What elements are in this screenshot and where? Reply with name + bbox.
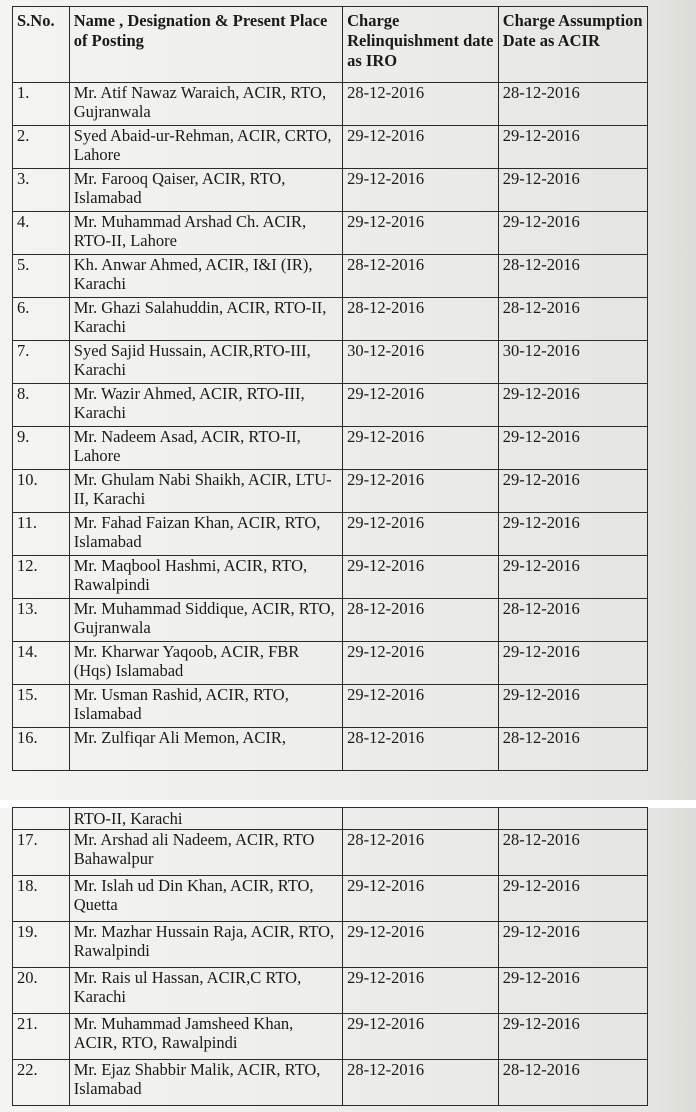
table-row (13, 513, 648, 556)
cell-assumption-date: 28-12-2016 (498, 255, 647, 298)
cell-assumption-date: 29-12-2016 (498, 470, 647, 513)
cell-relinquishment-date: 29-12-2016 (343, 169, 499, 212)
cell-name: Kh. Anwar Ahmed, ACIR, I&I (IR), Karachi (69, 255, 342, 298)
cell-sno (13, 808, 70, 830)
cell-sno: 19. (13, 922, 70, 968)
table-header-row (13, 7, 648, 83)
cell-sno: 6. (13, 298, 70, 341)
cell-sno: 18. (13, 876, 70, 922)
cell-assumption-date: 29-12-2016 (498, 384, 647, 427)
table-row (13, 384, 648, 427)
cell-relinquishment-date (343, 808, 499, 830)
cell-relinquishment-date: 29-12-2016 (343, 384, 499, 427)
cell-assumption-date: 29-12-2016 (498, 169, 647, 212)
cell-sno: 22. (13, 1060, 70, 1106)
cell-assumption-date: 29-12-2016 (498, 556, 647, 599)
cell-name: Mr. Ghulam Nabi Shaikh, ACIR, LTU-II, Karachi (69, 470, 342, 513)
cell-relinquishment-date: 28-12-2016 (343, 298, 499, 341)
header-name: Name , Designation & Present Place of Posting (69, 7, 342, 83)
cell-sno: 13. (13, 599, 70, 642)
cell-relinquishment-date: 29-12-2016 (343, 470, 499, 513)
cell-sno: 17. (13, 830, 70, 876)
table-row (13, 427, 648, 470)
table-row (13, 169, 648, 212)
cell-assumption-date: 29-12-2016 (498, 642, 647, 685)
cell-assumption-date: 29-12-2016 (498, 427, 647, 470)
cell-relinquishment-date: 29-12-2016 (343, 427, 499, 470)
cell-relinquishment-date: 29-12-2016 (343, 1014, 499, 1060)
cell-sno: 10. (13, 470, 70, 513)
cell-assumption-date: 29-12-2016 (498, 685, 647, 728)
table-row (13, 922, 648, 968)
cell-relinquishment-date: 28-12-2016 (343, 83, 499, 126)
cell-sno: 7. (13, 341, 70, 384)
table-row (13, 876, 648, 922)
posting-table-continued (12, 807, 648, 1106)
cell-sno: 1. (13, 83, 70, 126)
cell-sno: 12. (13, 556, 70, 599)
table-row (13, 556, 648, 599)
cell-name: Mr. Ghazi Salahuddin, ACIR, RTO-II, Karachi (69, 298, 342, 341)
cell-relinquishment-date: 29-12-2016 (343, 556, 499, 599)
posting-table (12, 6, 648, 771)
table-row-continuation (13, 808, 648, 830)
cell-sno: 4. (13, 212, 70, 255)
cell-relinquishment-date: 28-12-2016 (343, 728, 499, 771)
cell-assumption-date: 28-12-2016 (498, 298, 647, 341)
cell-name: RTO-II, Karachi (69, 808, 342, 830)
table-row (13, 126, 648, 169)
cell-name: Mr. Muhammad Jamsheed Khan, ACIR, RTO, Rawalpindi (69, 1014, 342, 1060)
cell-relinquishment-date: 29-12-2016 (343, 513, 499, 556)
table-row (13, 599, 648, 642)
cell-assumption-date: 28-12-2016 (498, 830, 647, 876)
cell-name: Mr. Kharwar Yaqoob, ACIR, FBR (Hqs) Islamabad (69, 642, 342, 685)
header-assumption-date: Charge Assumption Date as ACIR (498, 7, 647, 83)
cell-name: Mr. Arshad ali Nadeem, ACIR, RTO Bahawalpur (69, 830, 342, 876)
table-row (13, 298, 648, 341)
cell-name: Mr. Ejaz Shabbir Malik, ACIR, RTO, Islamabad (69, 1060, 342, 1106)
cell-relinquishment-date: 29-12-2016 (343, 968, 499, 1014)
cell-assumption-date (498, 808, 647, 830)
cell-assumption-date: 28-12-2016 (498, 83, 647, 126)
cell-assumption-date: 29-12-2016 (498, 126, 647, 169)
cell-relinquishment-date: 28-12-2016 (343, 1060, 499, 1106)
cell-relinquishment-date: 29-12-2016 (343, 212, 499, 255)
cell-relinquishment-date: 29-12-2016 (343, 642, 499, 685)
cell-assumption-date: 29-12-2016 (498, 876, 647, 922)
cell-sno: 11. (13, 513, 70, 556)
cell-relinquishment-date: 29-12-2016 (343, 126, 499, 169)
cell-sno: 16. (13, 728, 70, 771)
table-row (13, 1014, 648, 1060)
cell-assumption-date: 29-12-2016 (498, 212, 647, 255)
cell-assumption-date: 29-12-2016 (498, 922, 647, 968)
cell-sno: 8. (13, 384, 70, 427)
table-row (13, 728, 648, 771)
cell-relinquishment-date: 30-12-2016 (343, 341, 499, 384)
cell-name: Syed Abaid-ur-Rehman, ACIR, CRTO, Lahore (69, 126, 342, 169)
cell-assumption-date: 28-12-2016 (498, 599, 647, 642)
cell-relinquishment-date: 29-12-2016 (343, 876, 499, 922)
cell-name: Mr. Wazir Ahmed, ACIR, RTO-III, Karachi (69, 384, 342, 427)
cell-relinquishment-date: 29-12-2016 (343, 922, 499, 968)
table-row (13, 255, 648, 298)
cell-sno: 3. (13, 169, 70, 212)
cell-name: Mr. Islah ud Din Khan, ACIR, RTO, Quetta (69, 876, 342, 922)
cell-relinquishment-date: 28-12-2016 (343, 830, 499, 876)
cell-name: Syed Sajid Hussain, ACIR,RTO-III, Karachi (69, 341, 342, 384)
table-row (13, 83, 648, 126)
cell-name: Mr. Muhammad Arshad Ch. ACIR, RTO-II, Lahore (69, 212, 342, 255)
cell-sno: 5. (13, 255, 70, 298)
table-row (13, 212, 648, 255)
cell-relinquishment-date: 28-12-2016 (343, 599, 499, 642)
cell-assumption-date: 29-12-2016 (498, 1014, 647, 1060)
cell-assumption-date: 29-12-2016 (498, 513, 647, 556)
cell-name: Mr. Farooq Qaiser, ACIR, RTO, Islamabad (69, 169, 342, 212)
cell-assumption-date: 30-12-2016 (498, 341, 647, 384)
cell-relinquishment-date: 28-12-2016 (343, 255, 499, 298)
cell-sno: 9. (13, 427, 70, 470)
header-relinquishment-date: Charge Relinquishment date as IRO (343, 7, 499, 83)
cell-name: Mr. Atif Nawaz Waraich, ACIR, RTO, Gujranwala (69, 83, 342, 126)
cell-name: Mr. Zulfiqar Ali Memon, ACIR, (69, 728, 342, 771)
cell-sno: 15. (13, 685, 70, 728)
cell-name: Mr. Fahad Faizan Khan, ACIR, RTO, Islamabad (69, 513, 342, 556)
cell-assumption-date: 29-12-2016 (498, 968, 647, 1014)
cell-sno: 20. (13, 968, 70, 1014)
cell-sno: 2. (13, 126, 70, 169)
cell-assumption-date: 28-12-2016 (498, 728, 647, 771)
cell-name: Mr. Maqbool Hashmi, ACIR, RTO, Rawalpindi (69, 556, 342, 599)
cell-sno: 21. (13, 1014, 70, 1060)
cell-sno: 14. (13, 642, 70, 685)
table-row (13, 642, 648, 685)
cell-relinquishment-date: 29-12-2016 (343, 685, 499, 728)
table-row (13, 470, 648, 513)
header-sno: S.No. (13, 7, 70, 83)
table-row (13, 830, 648, 876)
table-row (13, 685, 648, 728)
cell-name: Mr. Usman Rashid, ACIR, RTO, Islamabad (69, 685, 342, 728)
cell-name: Mr. Nadeem Asad, ACIR, RTO-II, Lahore (69, 427, 342, 470)
cell-name: Mr. Rais ul Hassan, ACIR,C RTO, Karachi (69, 968, 342, 1014)
table-row (13, 968, 648, 1014)
table-row (13, 341, 648, 384)
page-edge-shadow (650, 0, 696, 1112)
cell-assumption-date: 28-12-2016 (498, 1060, 647, 1106)
cell-name: Mr. Mazhar Hussain Raja, ACIR, RTO, Rawalpindi (69, 922, 342, 968)
cell-name: Mr. Muhammad Siddique, ACIR, RTO, Gujranwala (69, 599, 342, 642)
table-row (13, 1060, 648, 1106)
